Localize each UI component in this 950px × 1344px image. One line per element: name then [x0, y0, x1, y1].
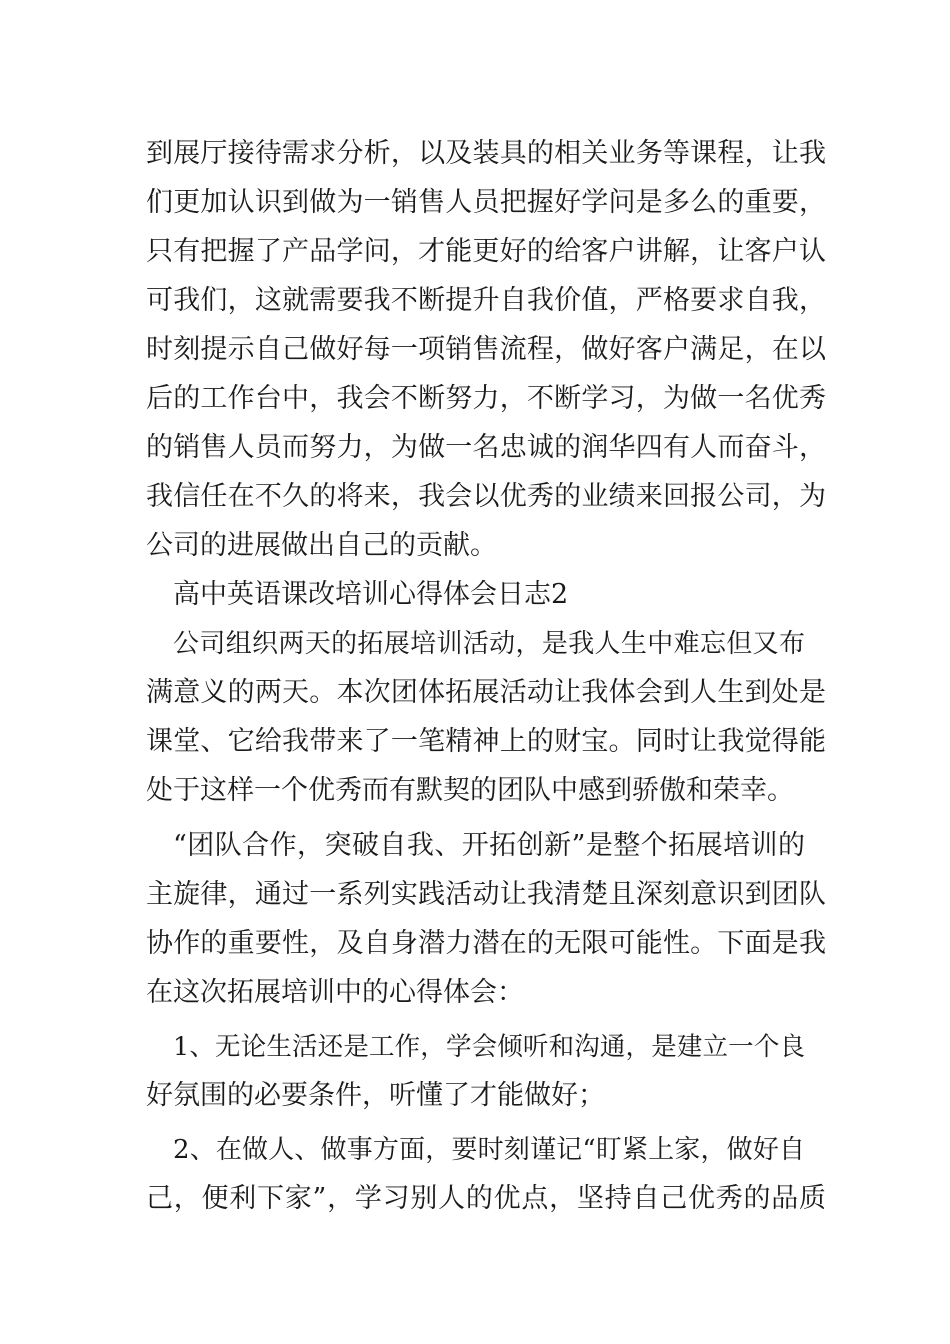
section-heading: 高中英语课改培训心得体会日志2	[173, 579, 569, 610]
paragraph-line: 我信任在不久的将来，我会以优秀的业绩来回报公司，为	[146, 481, 826, 512]
paragraph-line: 主旋律，通过一系列实践活动让我清楚且深刻意识到团队	[146, 879, 826, 910]
paragraph-line: 公司组织两天的拓展培训活动，是我人生中难忘但又布	[173, 629, 805, 659]
list-item-line: 1、无论生活还是工作，学会倾听和沟通，是建立一个良	[173, 1032, 805, 1062]
paragraph-line: 只有把握了产品学问，才能更好的给客户讲解，让客户认	[146, 236, 826, 267]
paragraph-line: 满意义的两天。本次团体拓展活动让我体会到人生到处是	[146, 677, 826, 708]
paragraph-line: 协作的重要性，及自身潜力潜在的无限可能性。下面是我	[146, 928, 826, 959]
paragraph-line: “团队合作，突破自我、开拓创新”是整个拓展培训的	[173, 830, 805, 861]
paragraph-line: 在这次拓展培训中的心得体会：	[146, 977, 524, 1008]
paragraph-line: 后的工作台中，我会不断努力，不断学习，为做一名优秀	[146, 383, 826, 414]
paragraph-line: 可我们，这就需要我不断提升自我价值，严格要求自我，	[146, 285, 826, 316]
paragraph-line: 处于这样一个优秀而有默契的团队中感到骄傲和荣幸。	[146, 775, 794, 806]
paragraph-line: 们更加认识到做为一销售人员把握好学问是多么的重要，	[146, 187, 826, 218]
paragraph-line: 公司的进展做出自己的贡献。	[146, 530, 497, 561]
paragraph-line: 的销售人员而努力，为做一名忠诚的润华四有人而奋斗，	[146, 432, 826, 463]
list-item-line: 好氛围的必要条件，听懂了才能做好；	[146, 1080, 605, 1111]
list-item-line: 2、在做人、做事方面，要时刻谨记“盯紧上家，做好自	[173, 1135, 805, 1165]
paragraph-line: 到展厅接待需求分析，以及装具的相关业务等课程，让我	[146, 138, 826, 169]
paragraph-line: 课堂、它给我带来了一笔精神上的财宝。同时让我觉得能	[146, 726, 826, 757]
list-item-line: 己，便利下家”，学习别人的优点，坚持自己优秀的品质	[146, 1183, 826, 1214]
paragraph-line: 时刻提示自己做好每一项销售流程，做好客户满足，在以	[146, 334, 826, 365]
